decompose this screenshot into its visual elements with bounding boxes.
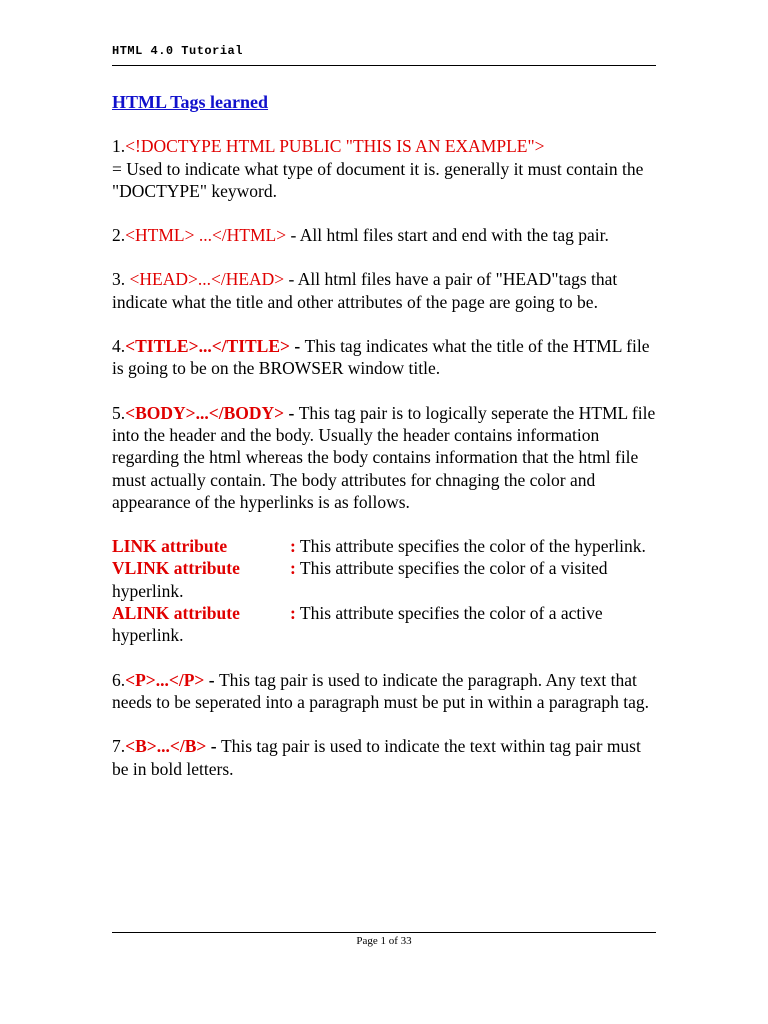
item-3: 3. <HEAD>...</HEAD> - All html files have a pair of "HEAD"tags that indicate what the title and other attributes of the page are going to be. [112,269,618,312]
item-7-text: This tag pair is used to indicate the text within tag pair must be in bold letters. [112,736,641,779]
item-7: 7.<B>...</B> - This tag pair is used to indicate the text within tag pair must be in bold letters. [112,736,641,779]
item-6: 6.<P>...</P> - This tag pair is used to indicate the paragraph. Any text that needs to be seperated into a paragraph must be put in within a paragraph tag. [112,669,649,712]
attribute-name: ALINK attribute [112,603,240,624]
page-number: Page 1 of 33 [356,935,412,947]
header-rule [112,65,656,66]
item-6-tag: <P>...</P> [125,669,205,690]
attribute-link: LINK attribute : This attribute specifies the color of the hyperlink. [112,536,646,557]
item-1: 1.<!DOCTYPE HTML PUBLIC "THIS IS AN EXAMPLE"> = Used to indicate what type of document it is. generally it must contain the "DOCTYPE" keyword. [112,136,644,201]
item-2: 2.<HTML> ...</HTML> - All html files start and end with the tag pair. [112,225,609,246]
footer-rule [112,932,656,933]
item-4-text: This tag indicates what the title of the HTML file is going to be on the BROWSER window title. [112,336,650,379]
item-5-text: This tag pair is to logically seperate the HTML file into the header and the body. Usually the header contains information regarding the html whereas the body contains information that the html file must actually contain. The body attributes for chnaging the color and appearance of the hyperlinks is as follows. [112,402,656,512]
page-content [112,91,660,780]
section-title[interactable]: HTML Tags learned [112,92,269,112]
attribute-alink: ALINK attribute : This attribute specifies the color of a active hyperlink. [112,603,603,646]
attribute-desc: This attribute specifies the color of a visited hyperlink. [112,558,608,601]
item-4: 4.<TITLE>...</TITLE> - This tag indicates what the title of the HTML file is going to be on the BROWSER window title. [112,336,650,379]
attribute-name: LINK attribute [112,536,228,557]
running-header: HTML 4.0 Tutorial [112,44,243,58]
item-5-tag: <BODY>...</BODY> [125,402,285,423]
item-3-text: - All html files have a pair of "HEAD"tags that indicate what the title and other attributes of the page are going to be. [112,269,618,312]
item-7-tag: <B>...</B> [125,736,207,757]
item-2-text: - All html files start and end with the tag pair. [286,225,609,246]
item-1-text: = Used to indicate what type of document it is. generally it must contain the "DOCTYPE" keyword. [112,158,644,201]
item-4-tag: <TITLE>...</TITLE> [125,336,290,357]
item-5: 5.<BODY>...</BODY> - This tag pair is to logically seperate the HTML file into the header and the body. Usually the header contains information regarding the html whereas the body contains information that the html file must actually contain. The body attributes for chnaging the color and appearance of the hyperlinks is as follows. [112,402,656,512]
attribute-desc: This attribute specifies the color of the hyperlink. [295,536,646,557]
item-6-text: This tag pair is used to indicate the paragraph. Any text that needs to be seperated into a paragraph must be put in within a paragraph tag. [112,669,649,712]
item-2-tag: <HTML> ...</HTML> [125,225,287,246]
item-3-tag: <HEAD>...</HEAD> [129,269,285,290]
attribute-desc: This attribute specifies the color of a active hyperlink. [112,603,603,646]
attribute-vlink: VLINK attribute : This attribute specifies the color of a visited hyperlink. [112,558,608,601]
item-1-tag: <!DOCTYPE HTML PUBLIC "THIS IS AN EXAMPLE"> [125,136,545,157]
attribute-name: VLINK attribute [112,558,240,579]
